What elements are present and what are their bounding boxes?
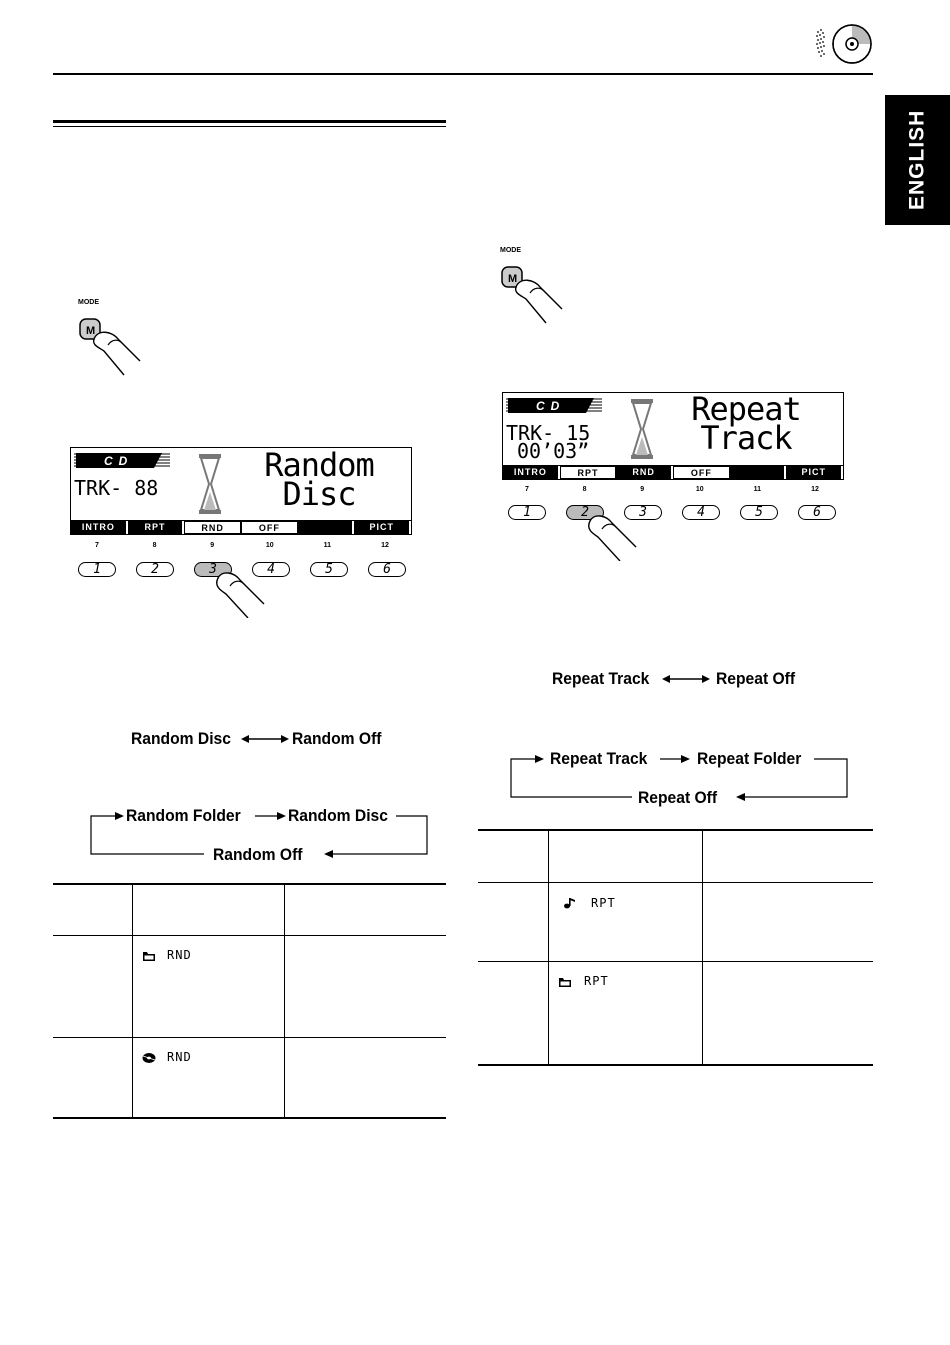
key-6[interactable]: 6	[368, 562, 406, 577]
finger-press-icon	[584, 511, 644, 561]
key-5[interactable]: 5	[740, 505, 778, 520]
repeat-flow-from: Repeat Track	[552, 669, 650, 688]
fn-number: 11	[753, 486, 762, 493]
hourglass-icon	[629, 397, 655, 461]
section-rule	[53, 120, 446, 123]
fn-intro: INTRO	[503, 466, 560, 479]
header-rule	[53, 73, 873, 75]
note-icon	[563, 896, 577, 910]
random-cycle-a: Random Folder	[126, 806, 241, 825]
time-readout: 00’03”	[517, 439, 590, 463]
fn-intro: INTRO	[71, 521, 128, 534]
cd-badge-icon	[506, 397, 602, 414]
fn-number: 8	[152, 542, 157, 549]
fn-pict: PICT	[786, 466, 843, 479]
table-col-divider	[702, 830, 703, 1065]
table-col-divider	[132, 884, 133, 1118]
table-col-divider	[548, 830, 549, 1065]
svg-text:CD: CD	[104, 454, 134, 468]
mode-key: M	[86, 325, 96, 337]
mode-button-illustration	[500, 247, 580, 327]
section-rule-thin	[53, 126, 446, 127]
key-6[interactable]: 6	[798, 505, 836, 520]
fn-off: OFF	[241, 521, 298, 534]
table-top-rule	[478, 829, 873, 831]
folder-icon	[142, 950, 156, 962]
random-flow-from: Random Disc	[131, 729, 231, 748]
fn-number: 9	[640, 486, 645, 493]
number-keys	[508, 505, 836, 520]
fn-number: 7	[525, 486, 529, 493]
key-2[interactable]: 2	[566, 505, 604, 520]
fn-blank	[298, 521, 355, 534]
mode-label: MODE	[78, 299, 99, 306]
svg-text:CD: CD	[536, 399, 566, 413]
table-col-divider	[284, 884, 285, 1118]
display-line-2: Disc	[282, 475, 356, 513]
table-row-rule	[478, 961, 873, 962]
table-header-rule	[478, 882, 873, 883]
rnd-indicator: RND	[167, 948, 192, 962]
track-readout: TRK- 88	[74, 476, 159, 500]
cd-badge-icon	[74, 452, 170, 469]
table-bottom-rule	[53, 1117, 446, 1119]
cd-disc-icon	[812, 22, 874, 66]
fn-number: 10	[265, 542, 274, 549]
hourglass-icon	[197, 452, 223, 516]
rpt-indicator: RPT	[591, 896, 616, 910]
rnd-indicator: RND	[167, 1050, 192, 1064]
mode-button-illustration	[78, 299, 158, 379]
display-line-1: Random	[264, 447, 374, 484]
repeat-cycle-b: Repeat Folder	[697, 749, 802, 768]
key-4[interactable]: 4	[682, 505, 720, 520]
fn-blank	[730, 466, 787, 479]
language-tab-label: ENGLISH	[905, 109, 929, 211]
double-arrow-icon	[662, 673, 710, 685]
key-1[interactable]: 1	[508, 505, 546, 520]
table-top-rule	[53, 883, 446, 885]
fn-pict: PICT	[354, 521, 411, 534]
fn-number: 8	[582, 486, 587, 493]
fn-number: 10	[695, 486, 704, 493]
random-flow-to: Random Off	[292, 729, 382, 748]
key-3[interactable]: 3	[194, 562, 232, 577]
table-bottom-rule	[478, 1064, 873, 1066]
disc-icon	[142, 1052, 156, 1064]
fn-rpt: RPT	[128, 521, 185, 534]
fn-rpt: RPT	[560, 466, 617, 479]
finger-press-icon	[78, 309, 158, 377]
double-arrow-icon	[241, 733, 289, 745]
fn-number: 12	[811, 486, 819, 493]
function-numbers	[504, 486, 838, 493]
fn-number: 11	[323, 542, 332, 549]
finger-press-icon	[500, 257, 580, 325]
function-bar	[503, 465, 843, 479]
random-cycle-c: Random Off	[213, 845, 303, 864]
function-numbers	[74, 542, 408, 549]
key-3[interactable]: 3	[624, 505, 662, 520]
repeat-lcd-display	[502, 392, 844, 480]
fn-off: OFF	[673, 466, 730, 479]
key-5[interactable]: 5	[310, 562, 348, 577]
display-line-1: Repeat	[691, 392, 801, 428]
random-cycle-b: Random Disc	[288, 806, 388, 825]
fn-number: 12	[381, 542, 389, 549]
fn-rnd: RND	[616, 466, 673, 479]
key-1[interactable]: 1	[78, 562, 116, 577]
repeat-flow-to: Repeat Off	[716, 669, 796, 688]
table-row-rule	[53, 1037, 446, 1038]
fn-number: 9	[210, 542, 215, 549]
mode-key: M	[508, 273, 518, 285]
fn-number: 7	[95, 542, 99, 549]
key-2[interactable]: 2	[136, 562, 174, 577]
table-header-rule	[53, 935, 446, 936]
key-4[interactable]: 4	[252, 562, 290, 577]
display-line-2: Track	[700, 419, 792, 457]
finger-press-icon	[212, 568, 272, 618]
mode-label: MODE	[500, 247, 521, 254]
random-lcd-display	[70, 447, 412, 535]
fn-rnd: RND	[184, 521, 241, 534]
track-readout: TRK- 15	[506, 421, 591, 445]
function-bar	[71, 520, 411, 534]
folder-icon	[558, 976, 572, 988]
repeat-cycle-c: Repeat Off	[638, 788, 718, 807]
rpt-indicator: RPT	[584, 974, 609, 988]
repeat-cycle-a: Repeat Track	[550, 749, 648, 768]
